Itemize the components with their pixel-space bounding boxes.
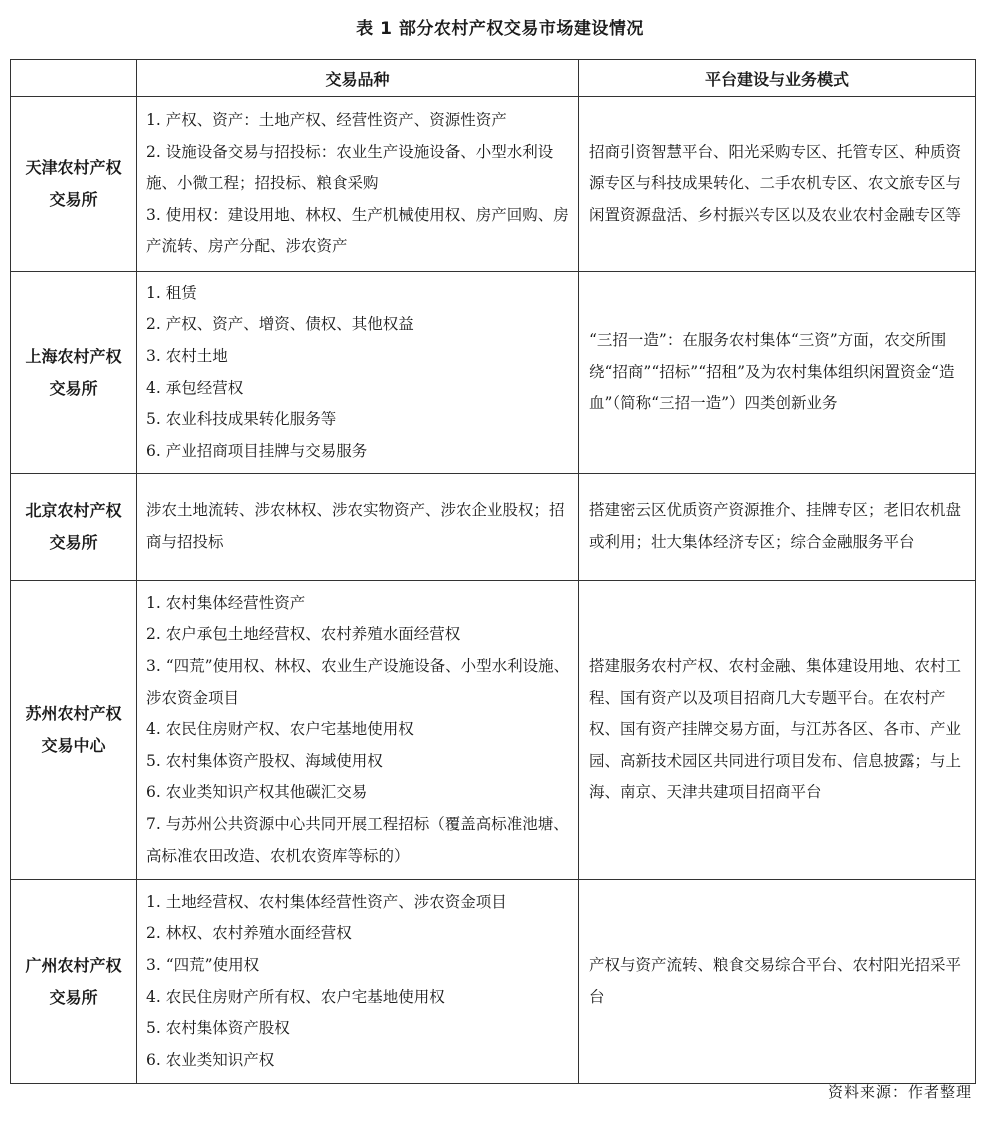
list-item: 3. “四荒”使用权、林权、农业生产设施设备、小型水利设施、涉农资金项目 — [146, 657, 570, 707]
table-row — [11, 272, 976, 474]
header-row — [11, 60, 976, 97]
list-item: 3. 农村土地 — [146, 346, 228, 365]
list-item: 3. 使用权：建设用地、林权、生产机械使用权、房产回购、房产流转、房产分配、涉农资产 — [146, 205, 569, 256]
list-item: 3. “四荒”使用权 — [146, 955, 260, 974]
platform-cell: “三招一造”：在服务农村集体“三资”方面，农交所围绕“招商”“招标”“招租”及为农村集体组织闲置资金“造血”（简称“三招一造”）四类创新业务 — [579, 272, 976, 474]
header-platform: 平台建设与业务模式 — [579, 60, 976, 97]
table-row — [11, 581, 976, 880]
table-row — [11, 474, 976, 581]
table-row — [11, 880, 976, 1084]
header-trade-types: 交易品种 — [137, 60, 579, 97]
exchange-name: 上海农村产权 交易所 — [11, 272, 137, 474]
list-item: 4. 农民住房财产所有权、农户宅基地使用权 — [146, 987, 445, 1006]
trade-types-cell — [137, 880, 579, 1084]
list-item: 7. 与苏州公共资源中心共同开展工程招标（覆盖高标准池塘、高标准农田改造、农机农资库等标的） — [146, 814, 569, 865]
list-item: 6. 农业类知识产权 — [146, 1050, 275, 1069]
platform-cell: 搭建服务农村产权、农村金融、集体建设用地、农村工程、国有资产以及项目招商几大专题平台。在农村产权、国有资产挂牌交易方面，与江苏各区、各市、产业园、高新技术园区共同进行项目发布、信息披露；与上海、南京、天津共建项目招商平台 — [579, 581, 976, 880]
list-item: 1. 产权、资产：土地产权、经营性资产、资源性资产 — [146, 111, 507, 130]
list-item: 2. 农户承包土地经营权、农村养殖水面经营权 — [146, 625, 461, 644]
list-item: 1. 租赁 — [146, 283, 197, 302]
list-item: 5. 农村集体资产股权 — [146, 1019, 290, 1038]
list-item: 1. 土地经营权、农村集体经营性资产、涉农资金项目 — [146, 892, 507, 911]
list-item: 5. 农村集体资产股权、海域使用权 — [146, 751, 383, 770]
platform-cell: 产权与资产流转、粮食交易综合平台、农村阳光招采平台 — [579, 880, 976, 1084]
table-row — [11, 97, 976, 272]
list-item: 6. 产业招商项目挂牌与交易服务 — [146, 441, 368, 460]
trade-types-cell — [137, 272, 579, 474]
market-table — [10, 59, 976, 1084]
list-item: 4. 农民住房财产权、农户宅基地使用权 — [146, 720, 414, 739]
list-item: 2. 产权、资产、增资、债权、其他权益 — [146, 315, 414, 334]
list-item: 1. 农村集体经营性资产 — [146, 593, 306, 612]
trade-types-cell — [137, 97, 579, 272]
list-item: 2. 设施设备交易与招投标：农业生产设施设备、小型水利设施、小微工程；招投标、粮食采购 — [146, 142, 554, 193]
trade-types-cell — [137, 474, 579, 581]
header-empty — [11, 60, 137, 97]
platform-cell: 招商引资智慧平台、阳光采购专区、托管专区、种质资源专区与科技成果转化、二手农机专区、农文旅专区与闲置资源盘活、乡村振兴专区以及农业农村金融专区等 — [579, 97, 976, 272]
list-item: 4. 承包经营权 — [146, 378, 244, 397]
list-item: 5. 农业科技成果转化服务等 — [146, 410, 337, 429]
list-item: 2. 林权、农村养殖水面经营权 — [146, 924, 352, 943]
source-note: 资料来源：作者整理 — [827, 1083, 972, 1101]
platform-cell: 搭建密云区优质资产资源推介、挂牌专区；老旧农机盘或利用；壮大集体经济专区；综合金融服务平台 — [579, 474, 976, 581]
list-item: 涉农土地流转、涉农林权、涉农实物资产、涉农企业股权；招商与招投标 — [146, 501, 565, 551]
list-item: 6. 农业类知识产权其他碳汇交易 — [146, 783, 368, 802]
table-title: 表 1 部分农村产权交易市场建设情况 — [356, 19, 644, 39]
exchange-name: 苏州农村产权 交易中心 — [11, 581, 137, 880]
trade-types-cell — [137, 581, 579, 880]
exchange-name: 广州农村产权 交易所 — [11, 880, 137, 1084]
exchange-name: 北京农村产权 交易所 — [11, 474, 137, 581]
exchange-name: 天津农村产权 交易所 — [11, 97, 137, 272]
